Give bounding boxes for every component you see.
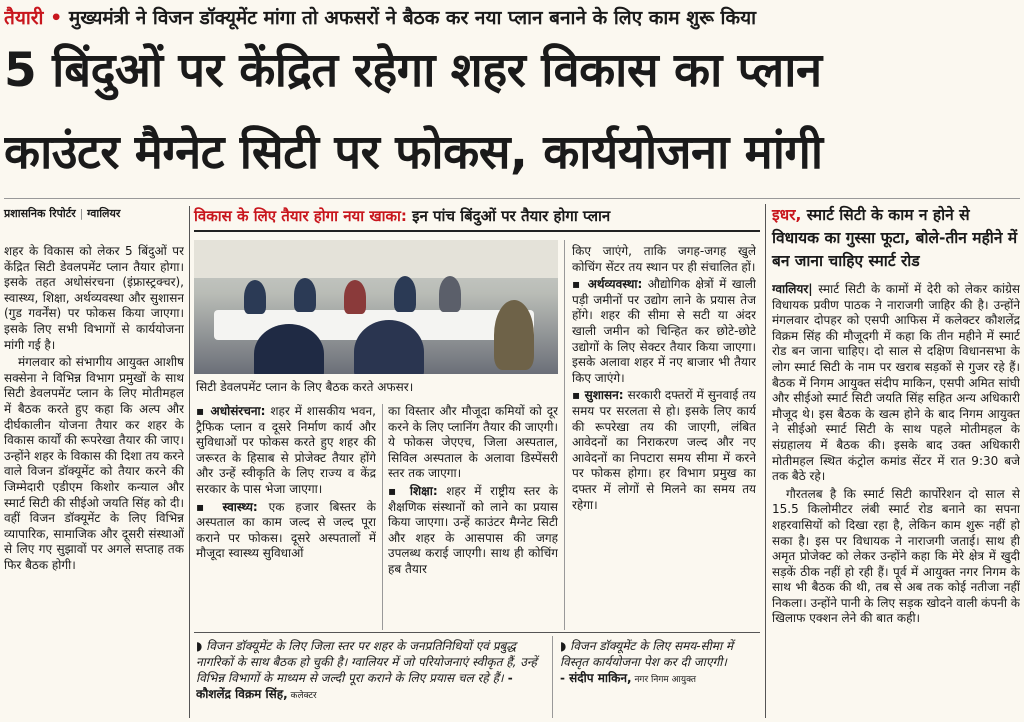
quote-role: नगर निगम आयुक्त	[631, 675, 697, 685]
quote-author: - कौशलेंद्र विक्रम सिंह,	[196, 671, 513, 701]
side-story-text: स्मार्ट सिटी के कामों में देरी को लेकर कांग्रेस विधायक प्रवीण पाठक ने नाराजगी जाहिर की है। उन्होंने मंगलवार दोपहर को एसपी आफिस में कलेक्टर कौशलेंद्र विक्रम सिंह की मौजूदगी में कहा कि तीन महीने में स्मार्ट रोड बन जाना चाहिए। दो साल से दक्षिण विधानसभा के लोग स्मार्ट सिटी के नाम पर खराब सड़कों से गुजर रहे हैं। बैठक में निगम आयुक्त संदीप माकिन, एसपी अमित सांघी और सीईओ स्मार्ट सिटी जयति सिंह सहित अन्य अधिकारी मौजूद थे। इस बैठक के खत्म होने के बाद निगम आयुक्त ने सीईओ स्मार्ट सिटी के साथ पहले मोतीमहल के संग्रहालय में बैठक की। इसके बाद उक्त अधिकारी मोतीमहल स्थित कंट्रोल कमांड सेंटर में रात 9:30 बजे तक बैठे रहे।	[772, 282, 1020, 484]
box-item-text: एक हजार बिस्तर के अस्पताल का काम जल्द से जल्द पूरा कराने पर फोकस। दूसरे अस्पतालों में मौजूदा स्वास्थ्य सुविधाओं	[196, 499, 376, 561]
headline-divider	[4, 198, 1020, 199]
box-item-governance	[572, 388, 756, 513]
box-item-text: शहर में शासकीय भवन, ट्रैफिक प्लान व दूसरे निर्माण कार्य और सुविधाओं पर फोकस करते हुए शहर की जरूरत के हिसाब से प्रोजेक्ट तैयार होंगे और उन्हें स्वीकृति के लिए राज्य व केंद्र सरकार के पास भेजा जाएगा।	[196, 404, 376, 496]
box-column-c	[572, 244, 756, 630]
byline-place: ग्वालियर	[87, 207, 121, 220]
box-column-divider	[382, 404, 383, 630]
main-article-column	[4, 244, 184, 720]
box-column-b	[388, 404, 558, 630]
column-divider	[189, 206, 190, 718]
box-item-label: ▪ स्वास्थ्य:	[196, 499, 258, 514]
quote-column-divider	[552, 636, 553, 718]
article-paragraph: मंगलवार को संभागीय आयुक्त आशीष सक्सेना ने विभिन्न विभाग प्रमुखों के साथ सिटी डेवलपमेंट प्लान के लिए मोतीमहल में बैठक करते हुए कहा कि अल्प और दीर्घकालीन योजना तैयार कर शहर के विकास कार्यों की रूपरेखा तैयार की जाए। उन्होंने शहर के विकास की दिशा तय करने वाले विजन डॉक्यूमेंट को तैयार करने की जिम्मेदारी एडीएम किशोर कन्याल और स्मार्ट सिटी की सीईओ जयति सिंह को दी। वहीं विजन डॉक्यूमेंट के लिए विभिन्न व्यापारिक, सामाजिक और दूसरी संस्थाओं से लिए गए सुझावों पर अगले सप्ताह तक फिर बैठक होगी।	[4, 355, 184, 572]
box-item-education	[388, 484, 558, 578]
kicker-line	[4, 4, 1020, 30]
byline-reporter: प्रशासनिक रिपोर्टर	[4, 207, 76, 220]
box-heading-rule	[194, 230, 760, 232]
column-divider	[765, 204, 766, 718]
headline-line-1: 5 बिंदुओं पर केंद्रित रहेगा शहर विकास का प्लान	[4, 43, 822, 98]
box-item-infrastructure	[196, 404, 376, 498]
quote-collector	[196, 638, 546, 720]
kicker-text: मुख्यमंत्री ने विजन डॉक्यूमेंट मांगा तो अफसरों ने बैठक कर नया प्लान बनाने के लिए काम शुरू किया	[62, 7, 757, 29]
box-item-label: ▪ सुशासन:	[572, 388, 624, 403]
box-column-a	[196, 404, 376, 630]
box-item-text: का विस्तार और मौजूदा कमियों को दूर करने के लिए प्लानिंग तैयार की जाएगी। ये फोकस जेएएच, जिला अस्पताल, सिविल अस्पताल के अलावा डिस्पेंसरी स्तर तक जाएगा।	[388, 404, 558, 481]
byline-separator: |	[79, 207, 84, 220]
box-item-health-cont	[388, 404, 558, 482]
box-heading-black: इन पांच बिंदुओं पर तैयार होगा प्लान	[406, 207, 611, 225]
side-story-headline	[772, 204, 1020, 273]
meeting-photo	[194, 240, 558, 374]
headline-line-2: काउंटर मैग्नेट सिटी पर फोकस, कार्ययोजना मांगी	[4, 125, 823, 180]
kicker-tag: तैयारी	[4, 7, 44, 29]
box-item-text: सरकारी दफ्तरों में सुनवाई तय समय पर सरलता से हो। इसके लिए कार्य की रूपरेखा तय की जाएगी, लंबित आवेदनों का निराकरण जल्द और नए आवेदनों का निपटारा समय सीमा में करने पर फोकस होगा। हर विभाग प्रमुख का दफ्तर में लोगों से मिलने का समय तय रहेगा।	[572, 388, 756, 512]
quote-author: - संदीप माकिन,	[560, 671, 632, 685]
side-story-place: ग्वालियर|	[772, 282, 813, 296]
box-column-divider	[564, 240, 565, 630]
box-item-label: ▪ शिक्षा:	[388, 483, 438, 498]
side-story-headline-red: इधर,	[772, 206, 802, 224]
kicker-dot: •	[50, 7, 63, 29]
box-item-economy	[572, 277, 756, 386]
box-item-text: औद्योगिक क्षेत्रों में खाली पड़ी जमीनों पर उद्योग लाने के प्रयास तेज होंगे। शहर की सीमा से सटी या अंदर खाली जमीन को चिन्हित कर छोटे-छोटे उद्योगों के लिए सेक्टर तैयार किया जाएगा। इसके अलावा शहर में नए बाजार भी तैयार किए जाएंगे।	[572, 277, 756, 385]
box-item-text: शहर में राष्ट्रीय स्तर के शैक्षणिक संस्थानों को लाने का प्रयास किया जाएगा। उन्हें काउंटर मैग्नेट सिटी और शहर के आसपास की जगह उपलब्ध कराई जाएगी। साथ ही कोचिंग हब तैयार	[388, 483, 558, 576]
quote-text: ◗ विजन डॉक्यूमेंट के लिए समय-सीमा में विस्तृत कार्ययोजना पेश कर दी जाएगी।	[560, 639, 734, 669]
side-story-body	[772, 282, 1020, 720]
side-story-paragraph	[772, 282, 1020, 485]
box-heading-red: विकास के लिए तैयार होगा नया खाका:	[194, 207, 407, 225]
side-story-paragraph: गौरतलब है कि स्मार्ट सिटी कार्पोरेशन दो साल से 15.5 किलोमीटर लंबी स्मार्ट रोड बनाने का सपना शहरवासियों को दिखा रहा है, लेकिन काम शुरू नहीं हो सका है। इस पर विधायक ने नाराजगी जताई। साथ ही अमृत प्रोजेक्ट को लेकर उन्होंने कहा कि मेरे क्षेत्र में खुदी सड़कें ठीक नहीं हो रही हैं। पूर्व में आयुक्त नगर निगम के साथ भी बैठक की थी, तब से अब तक कोई नतीजा नहीं निकला। उन्होंने पानी के लिए सड़क खोदने वाली कंपनी के खिलाफ एक्शन लेने की बात कही।	[772, 486, 1020, 626]
byline	[4, 206, 188, 221]
box-heading	[194, 206, 758, 226]
photo-caption: सिटी डेवलपमेंट प्लान के लिए बैठक करते अफसर।	[196, 380, 414, 394]
box-item-label: ▪ अर्थव्यवस्था:	[572, 277, 643, 292]
quote-text: ◗ विजन डॉक्यूमेंट के लिए जिला स्तर पर शहर के जनप्रतिनिधियों एवं प्रबुद्ध नागरिकों के साथ बैठक हो चुकी है। ग्वालियर में जो परियोजनाएं स्वीकृत हैं, उन्हें विभिन्न विभागों के माध्यम से जल्दी पूरा कराने के लिए प्रयास चल रहे हैं।	[196, 639, 537, 685]
article-paragraph: शहर के विकास को लेकर 5 बिंदुओं पर केंद्रित सिटी डेवलपमेंट प्लान तैयार होगा। इसके तहत अधोसंरचना (इंफ्रास्ट्रक्चर), स्वास्थ्य, शिक्षा, अर्थव्यवस्था और सुशासन (गुड गवर्नेंस) पर फोकस किया जाएगा। इसके लिए सभी विभागों से कार्ययोजना मांगी गई है।	[4, 244, 184, 352]
quote-commissioner	[560, 638, 758, 720]
box-item-health	[196, 500, 376, 562]
quote-divider	[194, 632, 760, 633]
box-item-text: किए जाएंगे, ताकि जगह-जगह खुले कोचिंग सेंटर तय स्थान पर ही संचालित हों।	[572, 244, 756, 274]
box-item-label: ▪ अधोसंरचना:	[196, 404, 266, 418]
box-item-education-cont	[572, 244, 756, 275]
quote-role: कलेक्टर	[287, 691, 317, 701]
side-story-headline-text: स्मार्ट सिटी के काम न होने से विधायक का गुस्सा फूटा, बोले-तीन महीने में बन जाना चाहिए स्मार्ट रोड	[772, 206, 1018, 270]
